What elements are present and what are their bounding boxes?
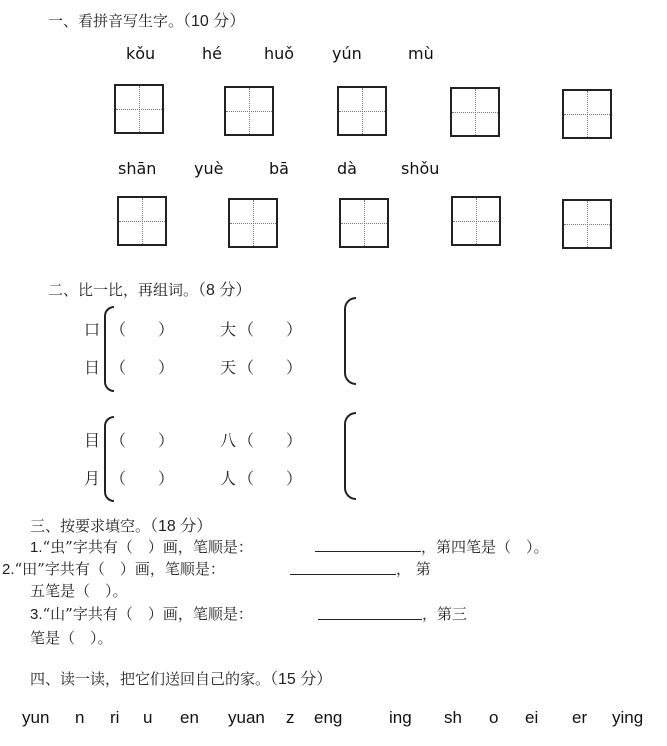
syllable-ying[interactable]: ying (612, 708, 644, 727)
writing-box-6[interactable] (117, 196, 167, 246)
syllable-o[interactable]: o (489, 708, 499, 727)
syllable-ri[interactable]: ri (110, 708, 120, 727)
compare-char-ba: 八 (220, 431, 237, 450)
section4-title: 四、读一读，把它们送回自己的家。 (30, 670, 271, 688)
pinyin-mu: mù (408, 44, 434, 63)
question-1-a (30, 536, 253, 557)
stroke-order-line-2[interactable] (290, 574, 396, 575)
section4-score: （15 分） (270, 671, 333, 688)
compare-char-ri: 日 (84, 358, 101, 377)
compare-char-tian: 天 (220, 358, 237, 377)
question-3-number: 3. (30, 606, 43, 623)
stroke-order-line-3[interactable] (318, 619, 422, 620)
question-3-b: ，第三 (422, 605, 468, 623)
compare-char-da: 大 (220, 320, 237, 339)
question-2-c: 五笔是（ ）。 (30, 582, 128, 600)
pinyin-shou: shǒu (401, 159, 440, 178)
section1-score: （10 分） (183, 13, 246, 30)
blank-mu[interactable]: （ ） (110, 431, 175, 450)
question-1-b: ，第四笔是（ ）。 (421, 538, 549, 556)
syllable-z[interactable]: z (286, 708, 295, 727)
question-3-a (30, 603, 253, 624)
writing-box-10[interactable] (562, 199, 612, 249)
question-3-c: 笔是（ ）。 (30, 629, 113, 647)
pinyin-ba: bā (269, 159, 289, 178)
question-1-number: 1. (30, 539, 43, 556)
question-2-a (2, 558, 225, 579)
blank-ren[interactable]: （ ） (238, 469, 303, 488)
syllable-ing[interactable]: ing (389, 708, 412, 727)
syllable-er[interactable]: er (572, 708, 588, 727)
syllable-u[interactable]: u (143, 708, 153, 727)
question-2-text: “田”字共有（ ）画，笔顺是： (14, 560, 225, 578)
syllable-ei[interactable]: ei (525, 708, 539, 727)
section3-title: 三、按要求填空。 (30, 517, 151, 535)
right-bracket-1 (344, 297, 356, 385)
section1-title: 一、看拼音写生字。 (48, 12, 184, 30)
writing-box-8[interactable] (339, 198, 389, 248)
pinyin-yun: yún (332, 44, 362, 63)
writing-box-3[interactable] (337, 86, 387, 136)
stroke-order-line-1[interactable] (315, 551, 421, 552)
blank-ri[interactable]: （ ） (110, 358, 175, 377)
question-2-number: 2. (2, 561, 15, 578)
section2-title: 二、比一比，再组词。 (48, 281, 199, 299)
pinyin-da: dà (337, 159, 357, 178)
syllable-sh[interactable]: sh (444, 708, 462, 727)
question-3-text: “山”字共有（ ）画，笔顺是： (42, 605, 253, 623)
blank-ba[interactable]: （ ） (238, 431, 303, 450)
blank-da[interactable]: （ ） (238, 320, 303, 339)
question-1-text: “虫”字共有（ ）画，笔顺是： (42, 538, 253, 556)
section2-heading (48, 277, 251, 300)
compare-char-mu: 目 (84, 431, 101, 450)
pinyin-kou: kǒu (126, 44, 156, 63)
writing-box-9[interactable] (451, 196, 501, 246)
blank-tian[interactable]: （ ） (238, 358, 303, 377)
syllable-en[interactable]: en (180, 708, 199, 727)
blank-yue[interactable]: （ ） (110, 469, 175, 488)
section4-heading (30, 666, 332, 689)
writing-box-7[interactable] (228, 198, 278, 248)
pinyin-he: hé (202, 44, 222, 63)
syllable-yuan[interactable]: yuan (228, 708, 265, 727)
compare-char-kou: 口 (84, 320, 101, 339)
section2-score: （8 分） (198, 282, 252, 299)
syllable-n[interactable]: n (75, 708, 85, 727)
blank-kou[interactable]: （ ） (110, 320, 175, 339)
writing-box-1[interactable] (114, 84, 164, 134)
compare-char-ren: 人 (220, 469, 237, 488)
pinyin-huo: huǒ (264, 44, 295, 63)
compare-char-yue: 月 (84, 469, 101, 488)
writing-box-4[interactable] (450, 87, 500, 137)
pinyin-yue: yuè (194, 159, 224, 178)
right-bracket-2 (344, 412, 356, 500)
section1-heading (48, 8, 245, 31)
question-2-b: ， 第 (396, 560, 431, 578)
syllable-eng[interactable]: eng (314, 708, 343, 727)
writing-box-2[interactable] (224, 86, 274, 136)
syllable-yun[interactable]: yun (22, 708, 50, 727)
section3-heading (30, 513, 212, 536)
pinyin-shan: shān (118, 159, 157, 178)
writing-box-5[interactable] (562, 89, 612, 139)
section3-score: （18 分） (150, 518, 213, 535)
